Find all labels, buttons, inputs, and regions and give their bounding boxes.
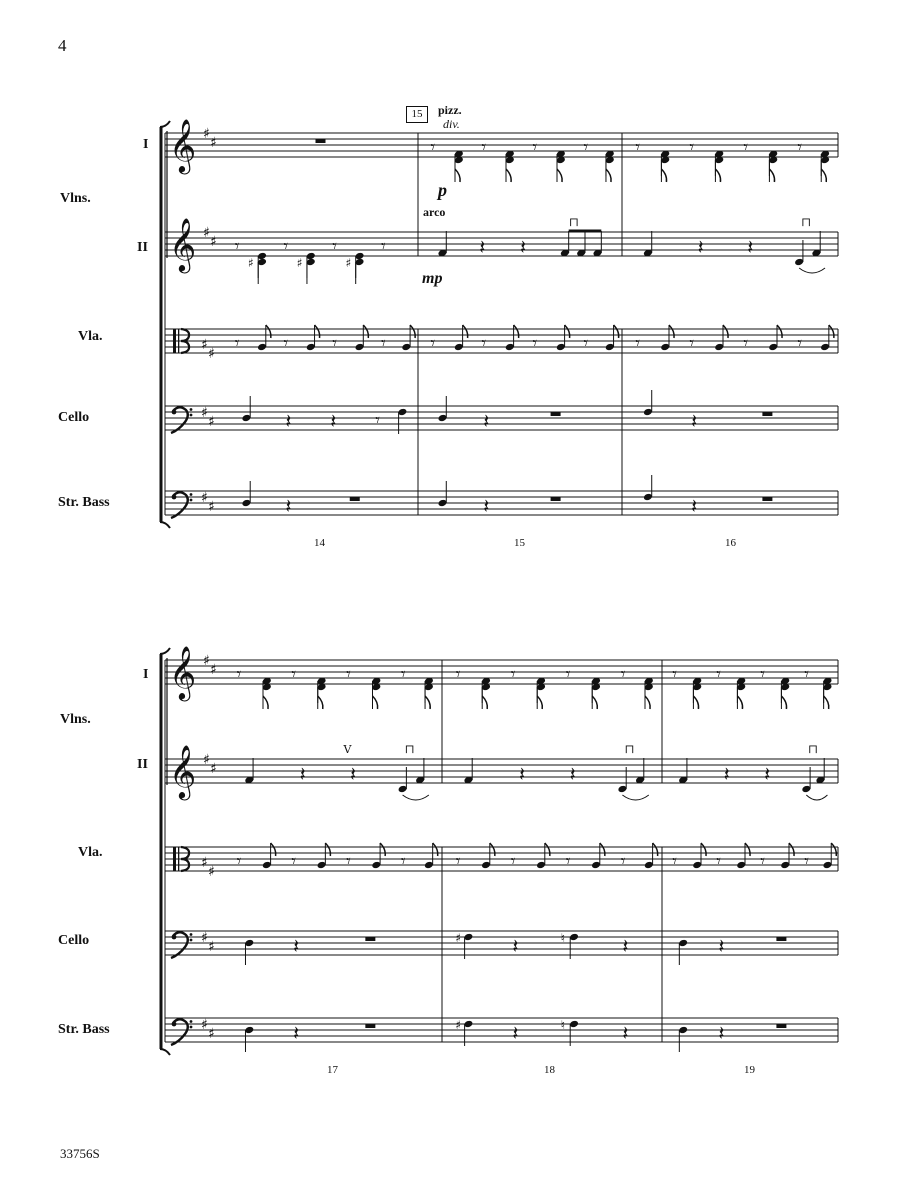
eighth-rest-icon: 𝄾 xyxy=(760,664,765,685)
alto-clef-icon xyxy=(173,847,176,871)
eighth-rest-icon: 𝄾 xyxy=(635,333,641,354)
eighth-rest-icon: 𝄾 xyxy=(743,333,749,354)
whole-rest-icon xyxy=(551,412,561,416)
measure-number: 17 xyxy=(327,1064,338,1076)
bass-label: Str. Bass xyxy=(58,1022,110,1037)
key-sharp-icon: ♯ xyxy=(203,225,210,241)
whole-rest-icon xyxy=(551,497,561,501)
eighth-rest-icon: 𝄾 xyxy=(583,137,589,158)
measure-number: 14 xyxy=(314,537,325,549)
key-sharp-icon: ♯ xyxy=(201,405,208,421)
down-bow-icon: ⊓ xyxy=(404,742,415,756)
quarter-rest-icon: 𝄽 xyxy=(622,934,629,958)
note-flag xyxy=(745,843,750,856)
quarter-rest-icon: 𝄽 xyxy=(747,235,754,259)
eighth-rest-icon: 𝄾 xyxy=(283,236,289,257)
note-flag xyxy=(723,325,728,338)
eighth-rest-icon: 𝄾 xyxy=(672,851,677,872)
dynamic-mp: mp xyxy=(422,270,443,287)
note-flag xyxy=(592,696,597,709)
key-sharp-icon: ♯ xyxy=(203,126,210,142)
system-bracket xyxy=(160,522,170,528)
note-flag xyxy=(455,169,460,182)
note-flag xyxy=(545,843,550,856)
eighth-rest-icon: 𝄾 xyxy=(689,333,695,354)
quarter-rest-icon: 𝄽 xyxy=(512,1021,519,1045)
slur xyxy=(403,795,429,800)
eighth-rest-icon: 𝄾 xyxy=(380,236,386,257)
quarter-rest-icon: 𝄽 xyxy=(718,1021,725,1045)
eighth-rest-icon: 𝄾 xyxy=(797,333,803,354)
eighth-rest-icon: 𝄾 xyxy=(291,851,297,872)
note-flag xyxy=(433,843,438,856)
key-sharp-icon: ♯ xyxy=(208,346,215,362)
note-flag xyxy=(701,843,706,856)
quarter-rest-icon: 𝄽 xyxy=(512,934,519,958)
note-flag xyxy=(769,169,774,182)
eighth-rest-icon: 𝄾 xyxy=(565,664,571,685)
viola-label: Vla. xyxy=(78,329,103,344)
div-marking: div. xyxy=(443,117,460,131)
whole-rest-icon xyxy=(776,1024,786,1028)
note-flag xyxy=(325,843,330,856)
note-flag xyxy=(693,696,698,709)
key-sharp-icon: ♯ xyxy=(210,135,217,151)
violins-group-label: Vlns. xyxy=(60,712,91,727)
key-sharp-icon: ♯ xyxy=(203,752,210,768)
key-sharp-icon: ♯ xyxy=(201,1017,208,1033)
whole-rest-icon xyxy=(776,937,786,941)
key-sharp-icon: ♯ xyxy=(208,1026,215,1042)
system-bracket xyxy=(160,1049,170,1055)
bass-clef-icon xyxy=(190,499,193,502)
eighth-rest-icon: 𝄾 xyxy=(400,851,406,872)
eighth-rest-icon: 𝄾 xyxy=(346,851,351,872)
cello-label: Cello xyxy=(58,410,90,425)
note-flag xyxy=(373,696,378,709)
bass-clef-icon xyxy=(190,933,193,936)
eighth-rest-icon: 𝄾 xyxy=(716,664,721,685)
bass-clef-icon xyxy=(190,408,193,411)
arco-marking: arco xyxy=(423,205,446,219)
alto-clef-icon xyxy=(178,847,179,871)
whole-rest-icon xyxy=(762,497,772,501)
note-flag xyxy=(789,843,794,856)
note-flag xyxy=(490,843,495,856)
quarter-rest-icon: 𝄽 xyxy=(569,762,576,786)
eighth-rest-icon: 𝄾 xyxy=(510,851,516,872)
down-bow-icon: ⊓ xyxy=(568,215,580,229)
bass-clef-icon xyxy=(190,493,193,496)
eighth-rest-icon: 𝄾 xyxy=(565,851,571,872)
eighth-rest-icon: 𝄾 xyxy=(291,664,297,685)
quarter-rest-icon: 𝄽 xyxy=(718,934,725,958)
note-flag xyxy=(380,843,385,856)
quarter-rest-icon: 𝄽 xyxy=(691,409,698,433)
eighth-rest-icon: 𝄾 xyxy=(620,851,626,872)
quarter-rest-icon: 𝄽 xyxy=(483,409,490,433)
eighth-rest-icon: 𝄾 xyxy=(380,333,386,354)
eighth-rest-icon: 𝄾 xyxy=(510,664,516,685)
key-sharp-icon: ♯ xyxy=(210,234,217,250)
quarter-rest-icon: 𝄽 xyxy=(764,762,771,786)
down-bow-icon: ⊓ xyxy=(808,742,819,756)
quarter-rest-icon: 𝄽 xyxy=(483,494,490,518)
note-flag xyxy=(363,325,368,338)
eighth-rest-icon: 𝄾 xyxy=(236,664,242,685)
key-sharp-icon: ♯ xyxy=(208,414,215,430)
quarter-rest-icon: 𝄽 xyxy=(293,934,300,958)
sharp-icon: ♯ xyxy=(345,256,352,270)
natural-icon: ♮ xyxy=(560,1018,566,1032)
slur xyxy=(799,268,825,273)
note-flag xyxy=(271,843,276,856)
note-flag xyxy=(318,696,323,709)
note-flag xyxy=(777,325,782,338)
bass-clef-icon xyxy=(172,935,177,940)
key-sharp-icon: ♯ xyxy=(203,653,210,669)
eighth-rest-icon: 𝄾 xyxy=(797,137,803,158)
eighth-rest-icon: 𝄾 xyxy=(332,333,337,354)
catalog-number: 33756S xyxy=(60,1146,100,1161)
bass-label: Str. Bass xyxy=(58,495,110,510)
quarter-rest-icon: 𝄽 xyxy=(622,1021,629,1045)
eighth-rest-icon: 𝄾 xyxy=(532,137,538,158)
note-flag xyxy=(482,696,487,709)
eighth-rest-icon: 𝄾 xyxy=(455,664,461,685)
treble-clef-icon: 𝄞 xyxy=(169,217,197,271)
eighth-rest-icon: 𝄾 xyxy=(532,333,538,354)
key-sharp-icon: ♯ xyxy=(201,490,208,506)
bass-clef-icon xyxy=(190,1020,193,1023)
note-flag xyxy=(565,325,570,338)
eighth-rest-icon: 𝄾 xyxy=(760,851,765,872)
note-flag xyxy=(425,696,430,709)
eighth-rest-icon: 𝄾 xyxy=(672,664,677,685)
quarter-rest-icon: 𝄽 xyxy=(691,494,698,518)
bass-clef-icon xyxy=(190,1026,193,1029)
page-number: 4 xyxy=(58,36,67,55)
slur xyxy=(806,795,827,800)
note-flag xyxy=(315,325,320,338)
note-flag xyxy=(829,325,834,338)
eighth-rest-icon: 𝄾 xyxy=(234,236,240,257)
eighth-rest-icon: 𝄾 xyxy=(804,664,809,685)
bass-clef-icon xyxy=(190,414,193,417)
measure-number: 16 xyxy=(725,537,736,549)
treble-clef-icon: 𝄞 xyxy=(169,744,197,798)
quarter-rest-icon: 𝄽 xyxy=(520,235,527,259)
eighth-rest-icon: 𝄾 xyxy=(583,333,589,354)
cello-label: Cello xyxy=(58,933,90,948)
violin-2-label: II xyxy=(137,757,148,772)
quarter-rest-icon: 𝄽 xyxy=(697,235,704,259)
eighth-rest-icon: 𝄾 xyxy=(481,137,487,158)
note-flag xyxy=(266,325,271,338)
sharp-icon: ♯ xyxy=(248,256,254,270)
eighth-rest-icon: 𝄾 xyxy=(804,851,809,872)
eighth-rest-icon: 𝄾 xyxy=(635,137,641,158)
eighth-rest-icon: 𝄾 xyxy=(430,333,436,354)
sharp-icon: ♯ xyxy=(455,1018,462,1032)
treble-clef-icon: 𝄞 xyxy=(169,645,197,699)
note-flag xyxy=(821,169,826,182)
dynamic-p: p xyxy=(438,180,447,200)
eighth-rest-icon: 𝄾 xyxy=(481,333,487,354)
note-flag xyxy=(514,325,519,338)
measure-number: 19 xyxy=(744,1064,755,1076)
bass-clef-icon xyxy=(172,410,177,415)
key-sharp-icon: ♯ xyxy=(208,939,215,955)
quarter-rest-icon: 𝄽 xyxy=(350,762,357,786)
sharp-icon: ♯ xyxy=(455,931,462,945)
violins-group-label: Vlns. xyxy=(60,191,91,206)
eighth-rest-icon: 𝄾 xyxy=(236,851,242,872)
note-flag xyxy=(606,169,611,182)
note-flag xyxy=(263,696,268,709)
eighth-rest-icon: 𝄾 xyxy=(743,137,749,158)
key-sharp-icon: ♯ xyxy=(201,337,208,353)
note-flag xyxy=(614,325,619,338)
note-flag xyxy=(537,696,542,709)
eighth-rest-icon: 𝄾 xyxy=(234,333,240,354)
note-flag xyxy=(824,696,829,709)
note-flag xyxy=(557,169,562,182)
eighth-rest-icon: 𝄾 xyxy=(455,851,461,872)
whole-rest-icon xyxy=(316,139,326,143)
sharp-icon: ♯ xyxy=(296,256,303,270)
bass-clef-icon xyxy=(172,1022,177,1027)
slur xyxy=(622,795,648,800)
key-sharp-icon: ♯ xyxy=(210,761,217,777)
measure-number: 18 xyxy=(544,1064,555,1076)
quarter-rest-icon: 𝄽 xyxy=(330,409,337,433)
eighth-rest-icon: 𝄾 xyxy=(620,664,626,685)
note-flag xyxy=(661,169,666,182)
violin-1-label: I xyxy=(143,137,149,152)
note-flag xyxy=(781,696,786,709)
eighth-rest-icon: 𝄾 xyxy=(346,664,351,685)
note-flag xyxy=(715,169,720,182)
note-flag xyxy=(645,696,650,709)
quarter-rest-icon: 𝄽 xyxy=(479,235,486,259)
key-sharp-icon: ♯ xyxy=(201,855,208,871)
key-sharp-icon: ♯ xyxy=(208,864,215,880)
rehearsal-mark: 15 xyxy=(406,106,428,123)
eighth-rest-icon: 𝄾 xyxy=(375,410,380,431)
up-bow-icon: V xyxy=(343,743,352,756)
key-sharp-icon: ♯ xyxy=(201,930,208,946)
quarter-rest-icon: 𝄽 xyxy=(293,1021,300,1045)
quarter-rest-icon: 𝄽 xyxy=(285,409,292,433)
bass-clef-icon xyxy=(190,939,193,942)
quarter-rest-icon: 𝄽 xyxy=(723,762,730,786)
viola-label: Vla. xyxy=(78,845,103,860)
down-bow-icon: ⊓ xyxy=(801,215,812,229)
violin-2-label: II xyxy=(137,240,148,255)
note-flag xyxy=(653,843,658,856)
note-flag xyxy=(600,843,605,856)
whole-rest-icon xyxy=(350,497,360,501)
whole-rest-icon xyxy=(762,412,772,416)
note-flag xyxy=(410,325,415,338)
pizz-marking: pizz. xyxy=(438,103,462,117)
down-bow-icon: ⊓ xyxy=(624,742,635,756)
violin-1-label: I xyxy=(143,667,149,682)
natural-icon: ♮ xyxy=(560,931,566,945)
treble-clef-icon: 𝄞 xyxy=(169,118,197,172)
note-flag xyxy=(831,843,836,856)
key-sharp-icon: ♯ xyxy=(208,499,215,515)
note-flag xyxy=(506,169,511,182)
whole-rest-icon xyxy=(365,937,375,941)
note-flag xyxy=(737,696,742,709)
note-flag xyxy=(669,325,674,338)
key-sharp-icon: ♯ xyxy=(210,662,217,678)
alto-clef-icon xyxy=(178,329,179,353)
eighth-rest-icon: 𝄾 xyxy=(332,236,337,257)
alto-clef-icon xyxy=(173,329,176,353)
quarter-rest-icon: 𝄽 xyxy=(285,494,292,518)
eighth-rest-icon: 𝄾 xyxy=(430,137,436,158)
note-flag xyxy=(463,325,468,338)
quarter-rest-icon: 𝄽 xyxy=(519,762,526,786)
eighth-rest-icon: 𝄾 xyxy=(400,664,406,685)
whole-rest-icon xyxy=(365,1024,375,1028)
measure-number: 15 xyxy=(514,537,525,549)
eighth-rest-icon: 𝄾 xyxy=(689,137,695,158)
eighth-rest-icon: 𝄾 xyxy=(283,333,289,354)
bass-clef-icon xyxy=(172,495,177,500)
quarter-rest-icon: 𝄽 xyxy=(299,762,306,786)
eighth-rest-icon: 𝄾 xyxy=(716,851,721,872)
